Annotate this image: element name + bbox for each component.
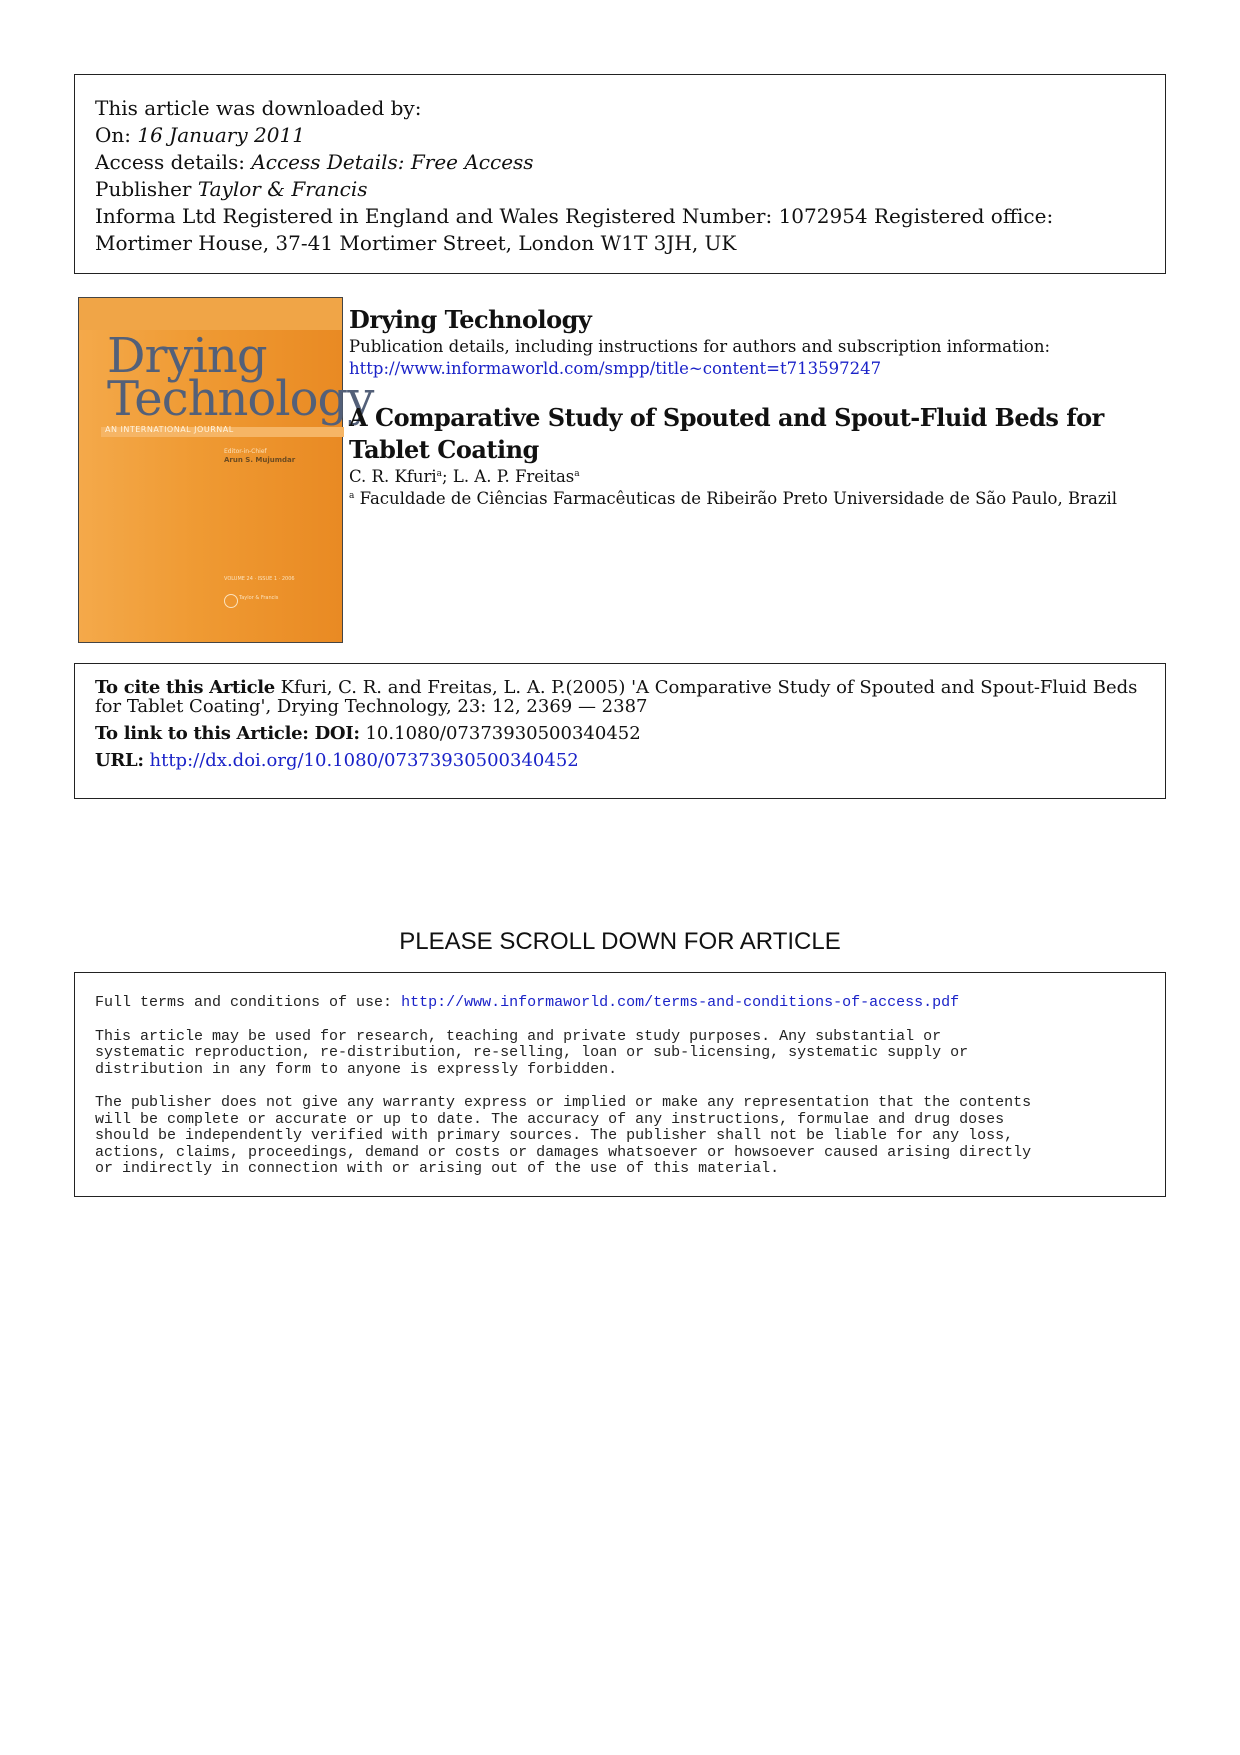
doi-url-link[interactable]: http://dx.doi.org/10.1080/07373930500340452 <box>149 750 579 771</box>
article-authors: C. R. Kfuri$^a$; L. A. P. Freitas$^a$ <box>349 467 580 486</box>
download-info-box <box>74 74 1166 274</box>
cover-volume: VOLUME 24 · ISSUE 1 · 2006 <box>224 576 295 582</box>
cover-top-band <box>79 298 342 330</box>
cover-editor: Arun S. Mujumdar <box>224 456 296 464</box>
doi-row <box>95 724 1145 743</box>
publisher-name: Taylor & Francis <box>197 177 368 201</box>
author-1-affil-marker: a <box>436 469 443 479</box>
download-date: 16 January 2011 <box>137 123 305 147</box>
publisher-logo-icon <box>224 594 238 608</box>
citation-box <box>74 663 1166 799</box>
journal-cover-image <box>78 297 374 643</box>
affiliation-marker: a <box>349 491 355 501</box>
terms-label: Full terms and conditions of use: <box>95 994 402 1011</box>
cover-editor-label: Editor-in-Chief <box>224 448 267 455</box>
journal-description: Publication details, including instructions for authors and subscription information: <box>349 337 1051 356</box>
url-row <box>95 751 1145 770</box>
cite-label: To cite this Article <box>95 677 275 698</box>
terms-box <box>74 972 1166 1197</box>
access-details-line <box>95 149 1145 176</box>
cite-row <box>95 678 1145 716</box>
publisher-line <box>95 176 1145 203</box>
downloaded-by-label: This article was downloaded by: <box>95 96 422 120</box>
article-affiliation <box>349 488 1149 510</box>
cover-subtitle: AN INTERNATIONAL JOURNAL <box>105 425 234 434</box>
journal-title: Drying Technology <box>349 305 592 334</box>
author-2: L. A. P. Freitas <box>452 467 575 486</box>
journal-url-link[interactable]: http://www.informaworld.com/smpp/title~content=t713597247 <box>349 359 882 378</box>
article-title: A Comparative Study of Spouted and Spout-Fluid Beds for Tablet Coating <box>349 403 1104 464</box>
access-details: Access Details: Free Access <box>251 150 534 174</box>
author-1: C. R. Kfuri <box>349 467 437 486</box>
on-label: On: <box>95 123 138 147</box>
registration-info: Informa Ltd Registered in England and Wales Registered Number: 1072954 Registered office: Mortimer House, 37-41 Mortimer Street, London W1T 3JH, UK <box>95 204 1054 255</box>
publisher-label: Publisher <box>95 177 198 201</box>
author-2-affil-marker: a <box>574 469 580 479</box>
scroll-down-message: PLEASE SCROLL DOWN FOR ARTICLE <box>399 928 841 955</box>
doi-label: To link to this Article: DOI: <box>95 723 360 744</box>
cover-publisher: Taylor & Francis <box>239 595 279 601</box>
journal-info <box>349 304 1149 510</box>
terms-paragraph-1: This article may be used for research, teaching and private study purposes. Any substantial or systematic reproduction, re-distribution, re-selling, loan or sub-licensing, systematic supply or distribution in any form to anyone is expressly forbidden. <box>95 1027 969 1078</box>
url-label: URL: <box>95 750 144 771</box>
terms-paragraph-2: The publisher does not give any warranty express or implied or make any representation that the contents will be complete or accurate or up to date. The accuracy of any instructions, formulae and drug doses should be independently verified with primary sources. The publisher shall not be liable for any loss, actions, claims, proceedings, demand or costs or damages whatsoever or howsoever caused arising directly or indirectly in connection with or arising out of the use of this material. <box>95 1094 1032 1177</box>
download-date-line <box>95 122 1145 149</box>
terms-url-link[interactable]: http://www.informaworld.com/terms-and-conditions-of-access.pdf <box>401 994 960 1011</box>
terms-line <box>95 995 1145 1012</box>
access-label: Access details: <box>95 150 252 174</box>
cover-title-line1: Drying <box>107 328 267 384</box>
affiliation-text: Faculdade de Ciências Farmacêuticas de Ribeirão Preto Universidade de São Paulo, Brazil <box>359 489 1118 508</box>
cover-title-line2: Technology <box>107 371 374 427</box>
doi-value: 10.1080/07373930500340452 <box>365 723 641 744</box>
cite-text: Kfuri, C. R. and Freitas, L. A. P.(2005) 'A Comparative Study of Spouted and Spout-Fluid Beds for Tablet Coating', Drying Technology, 23: 12, 2369 — 2387 <box>95 677 1138 717</box>
